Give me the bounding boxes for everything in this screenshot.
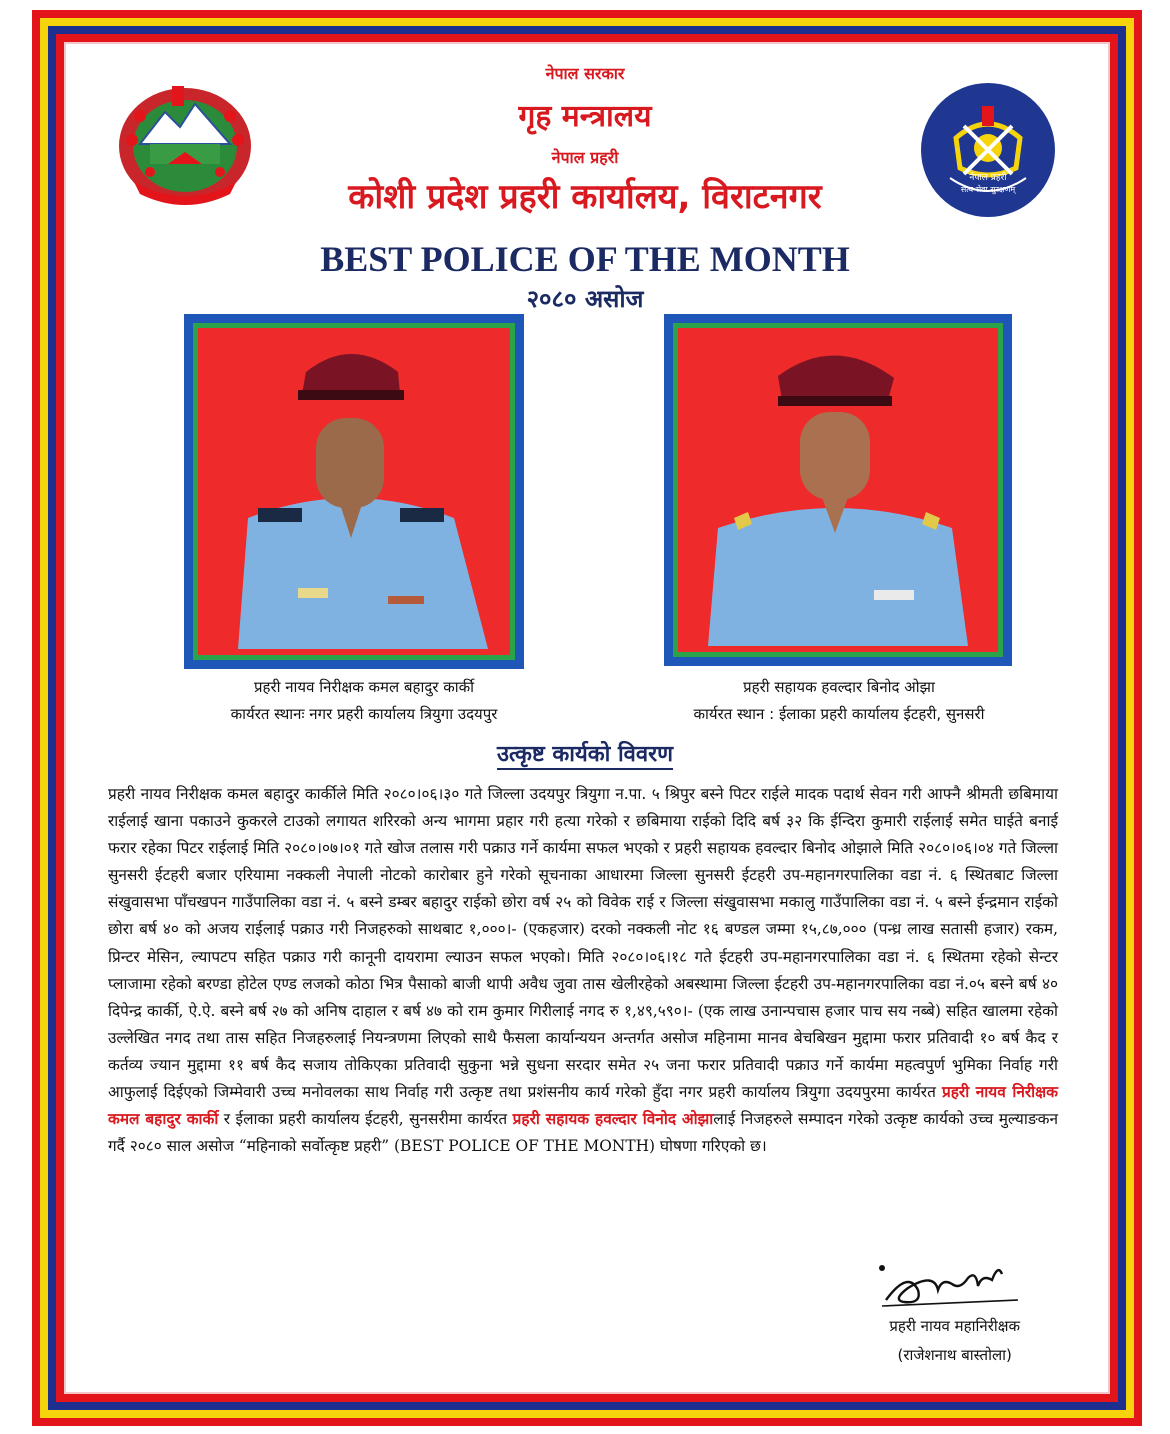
police-logo-motto: सत्य सेवा सुरक्षणम् bbox=[960, 185, 1016, 194]
awardee-photo-2 bbox=[664, 314, 1012, 666]
awardee-1-location: कार्यरत स्थानः नगर प्रहरी कार्यालय त्रियुगा उदयपुर bbox=[230, 705, 498, 723]
awardee-2-location: कार्यरत स्थान : ईलाका प्रहरी कार्यालय ईटहरी, सुनसरी bbox=[693, 705, 985, 723]
office-heading: कोशी प्रदेश प्रहरी कार्यालय, विराटनगर bbox=[348, 177, 822, 217]
section-title: उत्कृष्ट कार्यको विवरण bbox=[497, 742, 673, 770]
government-heading: नेपाल सरकार bbox=[545, 64, 625, 83]
police-heading: नेपाल प्रहरी bbox=[551, 148, 619, 167]
award-title: BEST POLICE OF THE MONTH bbox=[320, 239, 850, 279]
section-title-wrap bbox=[0, 738, 1170, 768]
ministry-heading: गृह मन्त्रालय bbox=[518, 99, 652, 134]
description-paragraph bbox=[108, 781, 1058, 1160]
signatory-name: (राजेशनाथ बास्तोला) bbox=[897, 1346, 1012, 1364]
signatory-title: प्रहरी नायव महानिरीक्षक bbox=[889, 1317, 1020, 1335]
award-period: २०८० असोज bbox=[526, 285, 644, 313]
awardee-photo-1 bbox=[184, 314, 524, 669]
police-logo-label: नेपाल प्रहरी bbox=[969, 173, 1007, 183]
awardee-1-name: प्रहरी नायव निरीक्षक कमल बहादुर कार्की bbox=[253, 678, 475, 696]
awardee-2-name: प्रहरी सहायक हवल्दार बिनोद ओझा bbox=[743, 678, 935, 696]
description-part-2: र ईलाका प्रहरी कार्यालय ईटहरी, सुनसरीमा कार्यरत bbox=[218, 1110, 513, 1129]
signature-block bbox=[889, 1312, 1020, 1370]
description-part-3: लाई निजहरुले सम्पादन गरेको उत्कृष्ट कार्यको उच्च मुल्याङकन गर्दै २०८० साल असोज “महिनाको सर्वोत्कृष्ट प्रहरी” (BEST POLICE OF THE MONTH) घोषणा गरिएको छ। bbox=[108, 1110, 1059, 1156]
description-highlight-2: प्रहरी सहायक हवल्दार विनोद ओझा bbox=[512, 1110, 714, 1129]
description-highlight-1: प्रहरी नायव निरीक्षक कमल बहादुर कार्की bbox=[108, 1083, 1058, 1129]
description-part-1: प्रहरी नायव निरीक्षक कमल बहादुर कार्कीले मिति २०८०।०६।३० गते जिल्ला उदयपुर त्रियुगा न.पा. ५ श्रिपुर बस्ने पिटर राईले मादक पदार्थ सेवन गरी आफ्नै श्रीमती छबिमाया राईलाई खाना पकाउने कुकरले टाउको लगायत शरिरको अन्य भागमा प्रहार गरी हत्या गरेको र छबिमाया राईको दिदि बर्ष ३२ कि ईन्दिरा कुमारी राईलाई समेत घाईते बनाई फरार रहेका पिटर राईलाई मिति २०८०।०७।०१ गते खोज तलास गरी पक्राउ गर्ने कार्यमा सफल भएको र प्रहरी सहायक हवल्दार बिनोद ओझाले मिति २०८०।०६।०४ गते जिल्ला सुनसरी ईटहरी बजार एरियामा नक्कली नेपाली नोटको कारोबार हुने गरेको सूचनाका आधारमा जिल्ला सुनसरी ईटहरी उप-महानगरपालिका वडा नं. ६ स्थितबाट जिल्ला संखुवासभा पाँचखपन गाउँपालिका वडा नं. ५ बस्ने डम्बर बहादुर राईको छोरा वर्ष २५ को विवेक राई र जिल्ला संखुवासभा मकालु गाउँपालिका वडा नं. ५ बस्ने ईन्द्रमान राईको छोरा बर्ष ४० को अजय राईलाई पक्राउ गरी निजहरुको साथबाट १,०००।- (एकहजार) दरको नक्कली नोट १६ बण्डल जम्मा १५,८७,००० (पन्ध्र लाख सतासी हजार) रकम, प्रिन्टर मेसिन, ल्यापटप सहित पक्राउ गरी कानूनी दायरामा ल्याउन सफल भएको। मिति २०८०।०६।१८ गते ईटहरी उप-महानगरपालिका वडा नं. ६ स्थितमा रहेको सेन्टर प्लाजामा रहेको बरण्डा होटेल एण्ड लजको कोठा भित्र पैसाको बाजी थापी अवैध जुवा तास खेलीरहेको अबस्थामा जिल्ला ईटहरी उप-महानगरपालिका वडा नं.०५ बस्ने बर्ष ४० दिपेन्द्र कार्की, ऐ.ऐ. बस्ने बर्ष २७ को अनिष दाहाल र बर्ष ४७ को राम कुमार गिरीलाई नगद रु १,४९,५९०।- (एक लाख उनान्पचास हजार पाच सय नब्बे) सहित खालमा रहेको उल्लेखित नगद तथा तास सहित निजहरुलाई नियन्त्रणमा लिएको साथै फैसला कार्यान्ययन अन्तर्गत असोज महिनामा मानव बेचबिखन मुद्दामा फरार प्रतिवादी १० बर्ष कैद र कर्तव्य ज्यान मुद्दामा ११ बर्ष कैद सजाय तोकिएका प्रतिवादी सुकुना भन्ने सुधना सरदार समेत २५ जना फरार प्रतिवादी पक्राउ गर्ने कार्यमा महत्वपुर्ण भुमिका निर्वाह गरी आफुलाई दिईएको जिम्मेवारी उच्च मनोवलका साथ निर्वाह गरी उत्कृष्ट तथा प्रशंसनीय कार्य गरेको हुँदा नगर प्रहरी कार्यालय त्रियुगा उदयपुरमा कार्यरत bbox=[108, 785, 1058, 1102]
signature-graphic bbox=[878, 1260, 1028, 1312]
